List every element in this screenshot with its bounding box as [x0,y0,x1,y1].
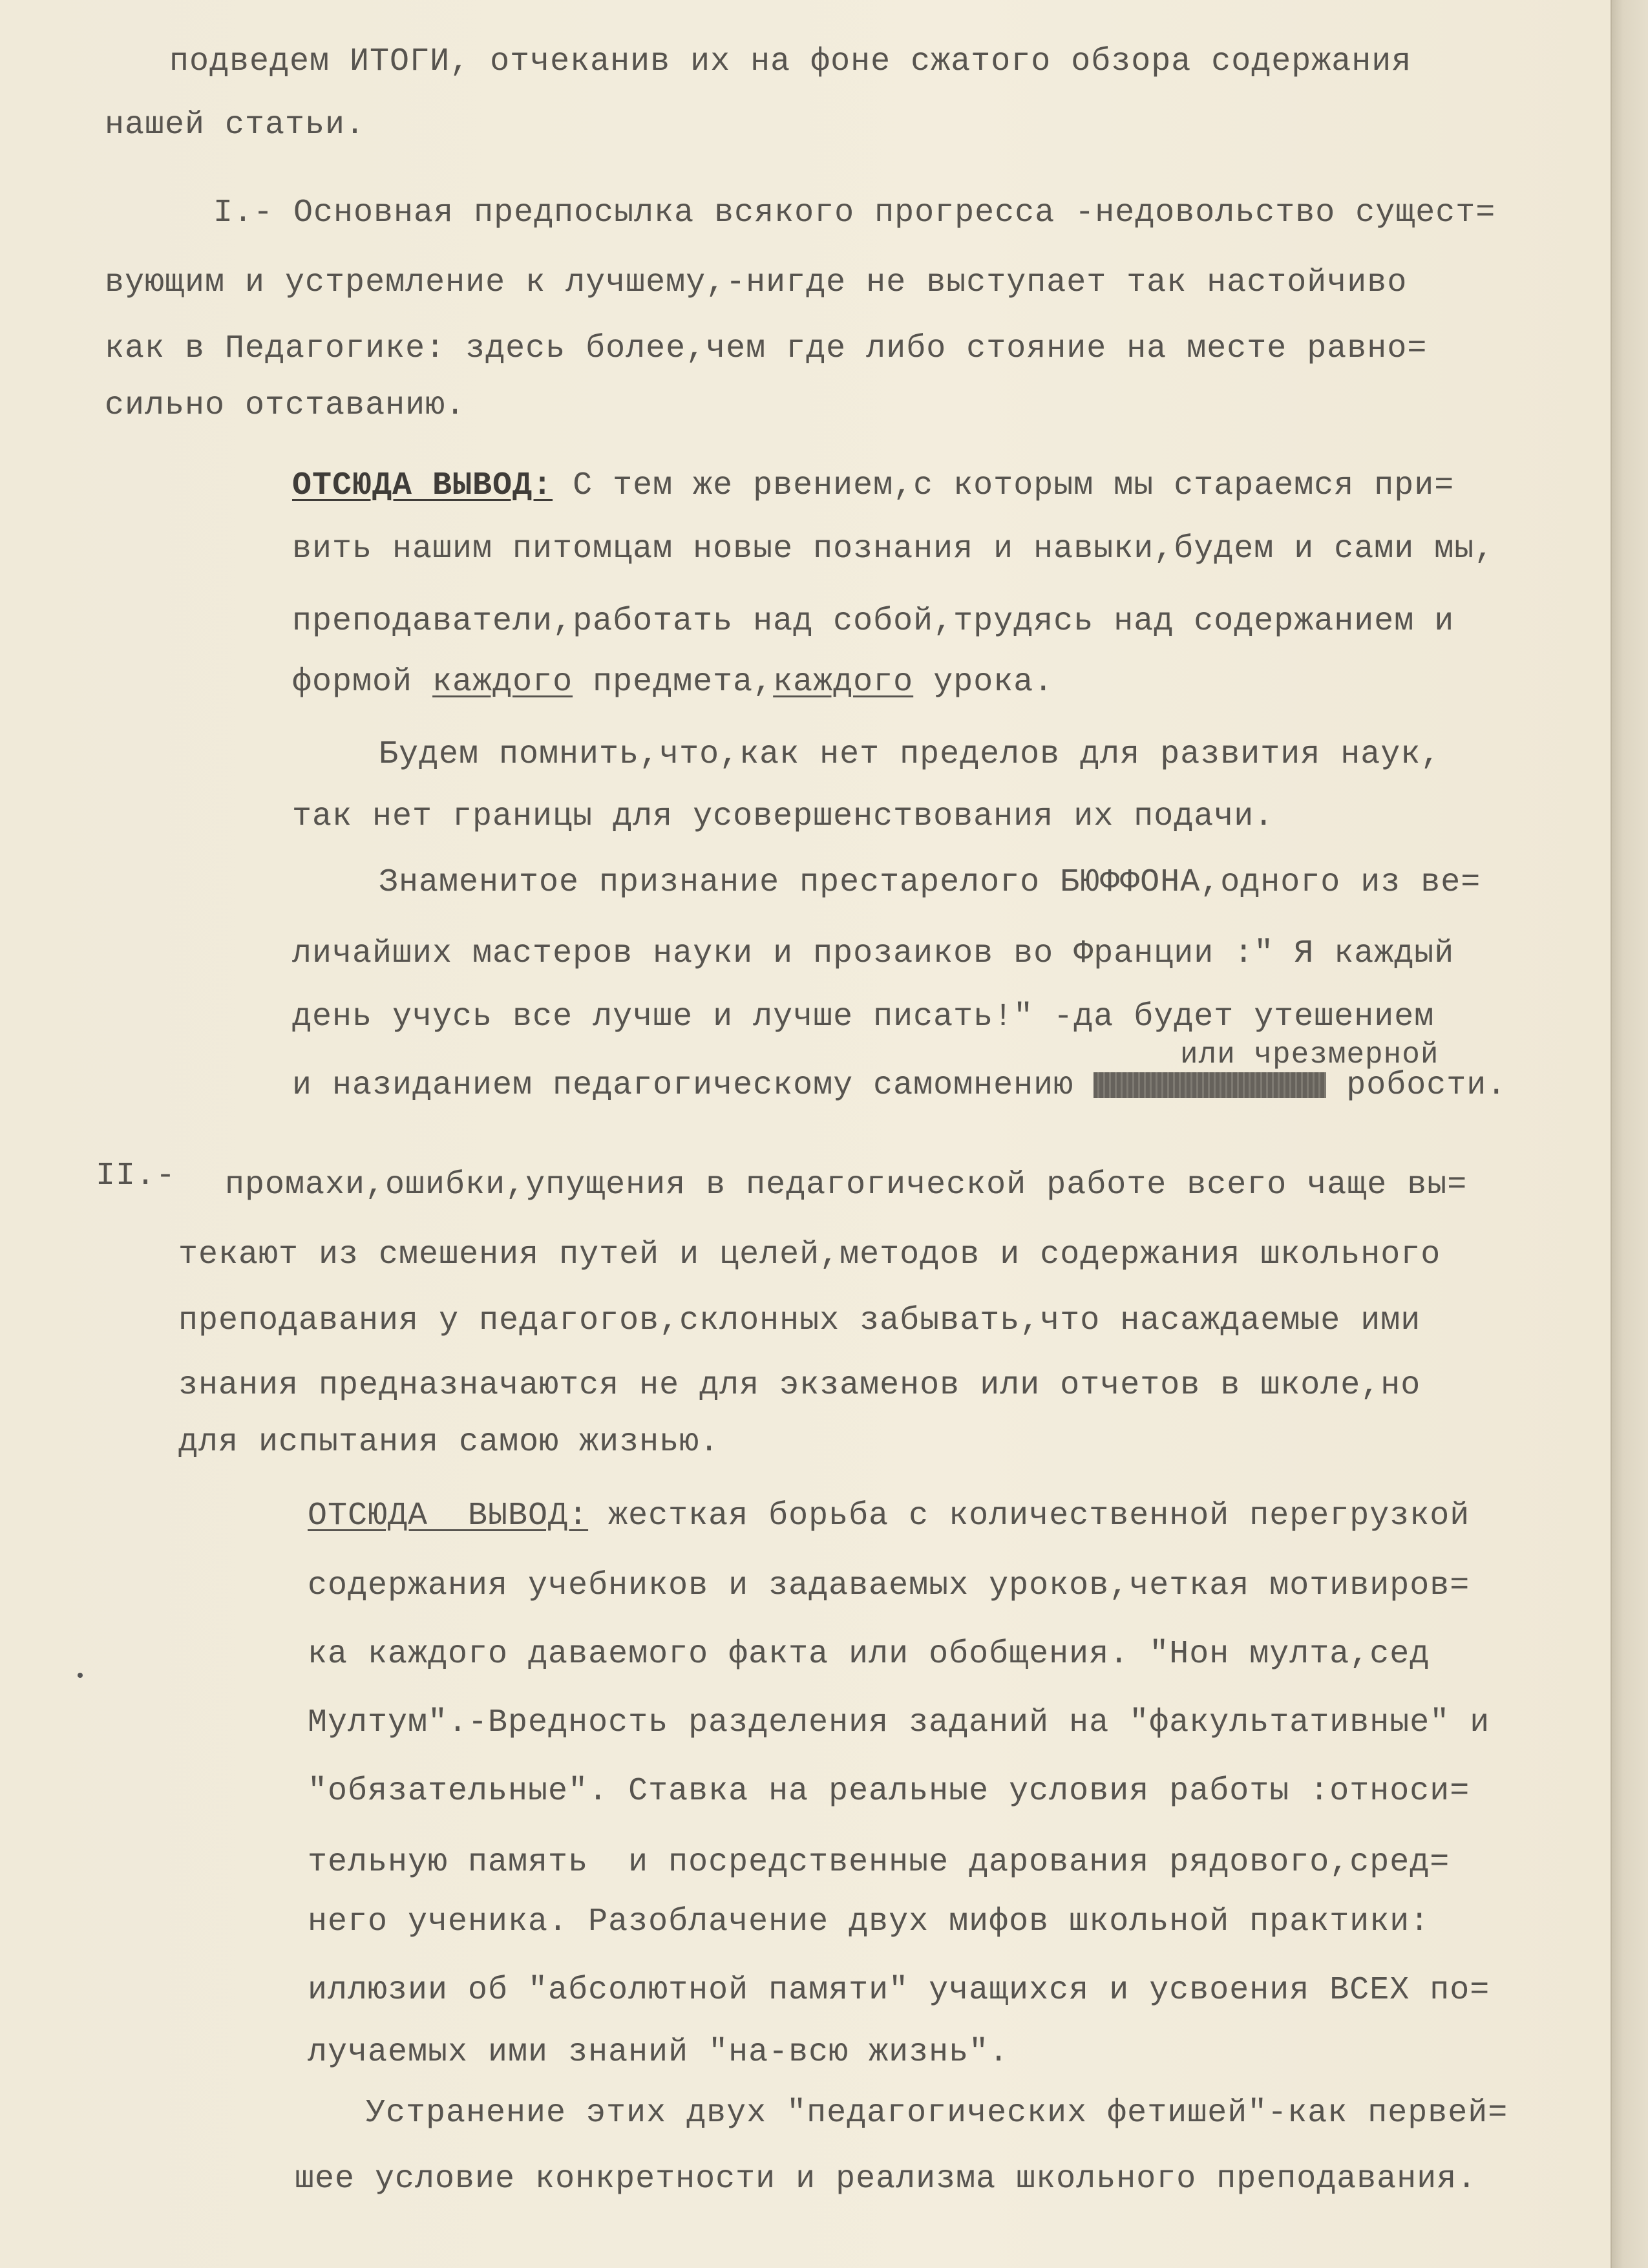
section-number: II.- [96,1158,176,1194]
text-line: Мултум".-Вредность разделения заданий на "факультативные" и [308,1704,1490,1741]
text-span: С тем же рвением,с которым мы стараемся при= [553,467,1455,504]
text-line: Будем помнить,что,как нет пределов для развития наук, [379,736,1441,773]
text-span: предмета, [573,664,774,701]
text-span: робости. [1326,1067,1507,1104]
conclusion-heading: ОТСЮДА ВЫВОД: [292,467,553,504]
conclusion-heading: ОТСЮДА ВЫВОД: [308,1498,589,1534]
text-line: него ученика. Разоблачение двух мифов школьной практики: [308,1903,1430,1940]
text-line: шее условие конкретности и реализма школьного преподавания. [295,2161,1477,2198]
text-span: урока. [913,664,1054,701]
text-line: подведем ИТОГИ, отчеканив их на фоне сжатого обзора содержания [169,43,1412,80]
text-line: вить нашим питомцам новые познания и навыки,будем и сами мы, [292,531,1495,567]
text-line: Знаменитое признание престарелого БЮФФОНА,одного из ве= [379,864,1481,901]
underlined-word: каждого [773,664,914,701]
text-line: иллюзии об "абсолютной памяти" учащихся и усвоения ВСЕХ по= [308,1972,1490,2009]
text-line: сильно отставанию. [105,387,466,424]
text-span: формой [292,664,433,701]
page-edge [1611,0,1648,2268]
text-line: вующим и устремление к лучшему,-нигде не выступает так настойчиво [105,264,1408,301]
handwritten-insertion: или чрезмерной [1180,1038,1439,1072]
text-span: жесткая борьба с количественной перегрузкой [588,1498,1470,1534]
text-line: знания предназначаются не для экзаменов или отчетов в школе,но [178,1367,1421,1404]
text-line: личайших мастеров науки и прозаиков во Франции :" Я каждый [292,935,1455,972]
ink-speck [78,1673,83,1678]
struck-word [1093,1072,1326,1098]
text-line: так нет границы для усовершенствования их подачи. [292,798,1274,835]
text-line: день учусь все лучше и лучше писать!" -да будет утешением [292,999,1435,1035]
text-line [292,467,1454,505]
text-line [292,663,1053,702]
text-line: преподавания у педагогов,склонных забывать,что насаждаемые ими [178,1302,1421,1339]
text-line: лучаемых ими знаний "на-всю жизнь". [308,2034,1009,2071]
text-span: и назиданием педагогическому самомнению [292,1067,1094,1104]
underlined-word: каждого [432,664,573,701]
text-line: Устранение этих двух "педагогических фетишей"-как первей= [366,2095,1508,2132]
text-line: содержания учебников и задаваемых уроков,четкая мотивиров= [308,1567,1470,1604]
text-line: промахи,ошибки,упущения в педагогической работе всего чаще вы= [225,1167,1468,1203]
text-line: "обязательные". Ставка на реальные условия работы :относи= [308,1773,1470,1810]
text-line: для испытания самою жизнью. [178,1424,720,1461]
text-line: преподаватели,работать над собой,трудясь над содержанием и [292,603,1455,640]
text-line: текают из смешения путей и целей,методов и содержания школьного [178,1236,1441,1273]
text-line: I.- Основная предпосылка всякого прогресса -недовольство сущест= [213,195,1496,231]
text-line: ка каждого даваемого факта или обобщения. "Нон мулта,сед [308,1636,1430,1673]
text-line: тельную память и посредственные дарования рядового,сред= [308,1844,1450,1881]
text-line: нашей статьи. [105,107,366,143]
text-line [308,1497,1470,1536]
text-line: как в Педагогике: здесь более,чем где либо стояние на месте равно= [105,330,1428,367]
text-line [292,1066,1506,1105]
